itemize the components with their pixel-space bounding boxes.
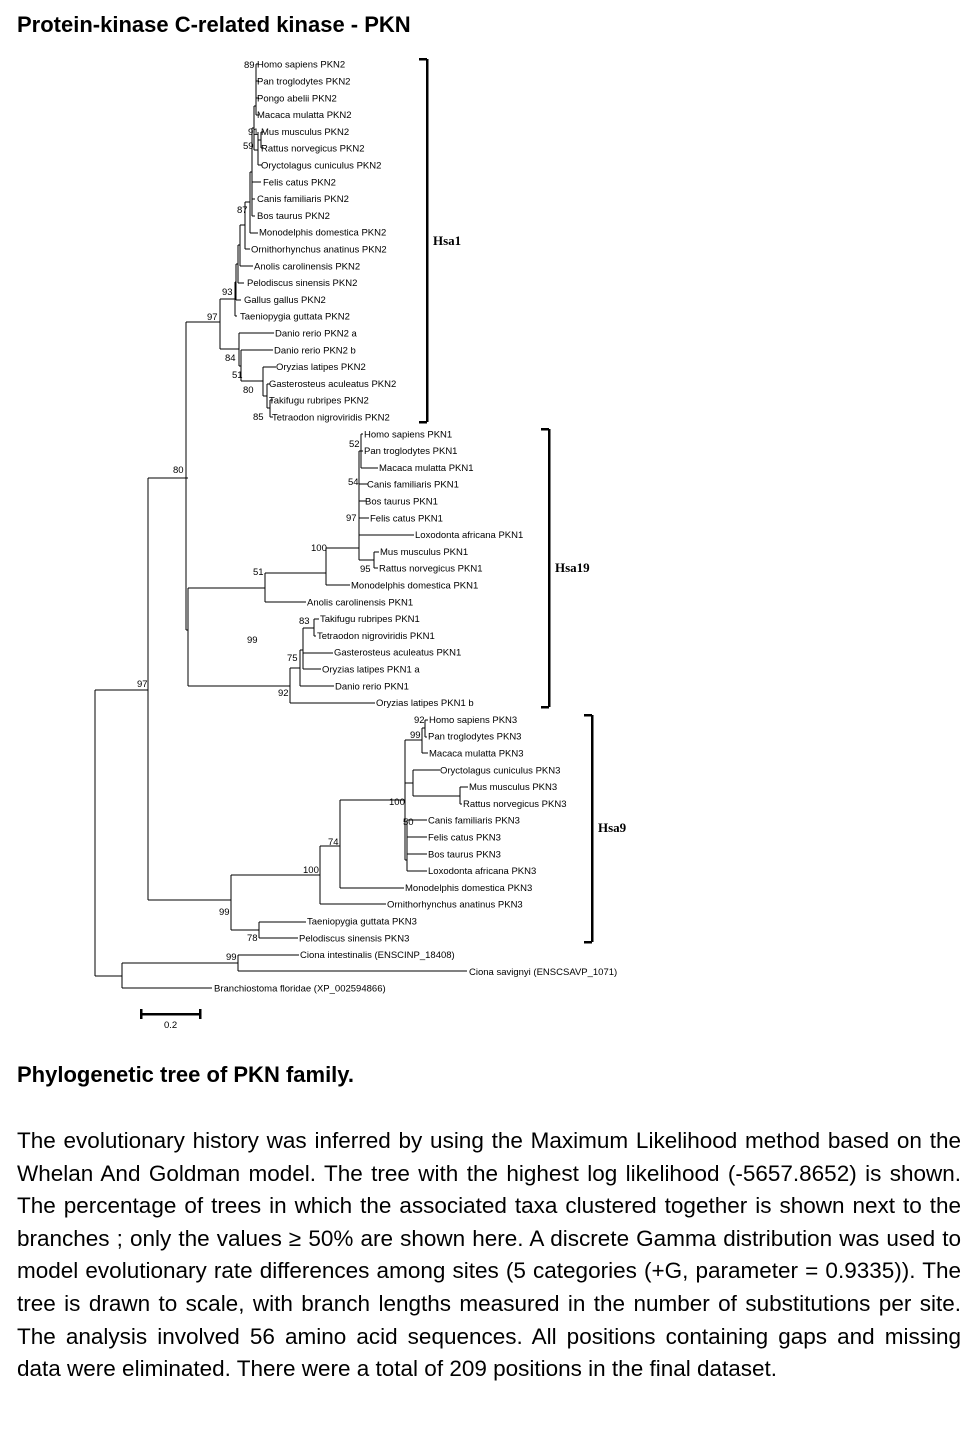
taxon-label: Ciona intestinalis (ENSCINP_18408) bbox=[300, 950, 455, 962]
bootstrap-value: 51 bbox=[232, 370, 243, 381]
taxon-label: Felis catus PKN3 bbox=[428, 832, 501, 844]
bootstrap-value: 99 bbox=[226, 952, 237, 963]
taxon-label: Ciona savignyi (ENSCSAVP_1071) bbox=[469, 966, 618, 978]
taxon-label: Monodelphis domestica PKN3 bbox=[405, 882, 533, 894]
taxon-label: Gasterosteus aculeatus PKN1 bbox=[334, 647, 462, 659]
taxon-label: Macaca mulatta PKN1 bbox=[379, 462, 474, 474]
taxon-label: Anolis carolinensis PKN1 bbox=[307, 597, 414, 609]
bootstrap-value: 83 bbox=[299, 616, 310, 627]
taxon-label: Tetraodon nigroviridis PKN2 bbox=[272, 412, 390, 424]
bootstrap-value: 89 bbox=[244, 60, 255, 71]
clade-label: Hsa19 bbox=[555, 560, 590, 575]
clade-label: Hsa9 bbox=[598, 820, 627, 835]
taxon-label: Branchiostoma floridae (XP_002594866) bbox=[214, 983, 386, 995]
taxon-label: Anolis carolinensis PKN2 bbox=[254, 261, 361, 273]
bootstrap-value: 84 bbox=[225, 353, 236, 364]
bootstrap-value: 97 bbox=[207, 312, 218, 323]
bootstrap-value: 54 bbox=[348, 477, 359, 488]
taxon-label: Taeniopygia guttata PKN3 bbox=[307, 916, 417, 928]
bootstrap-value: 99 bbox=[219, 907, 230, 918]
taxon-label: Monodelphis domestica PKN2 bbox=[259, 227, 387, 239]
bootstrap-value: 52 bbox=[349, 439, 360, 450]
taxon-label: Rattus norvegicus PKN1 bbox=[379, 563, 483, 575]
taxon-label: Loxodonta africana PKN3 bbox=[428, 866, 537, 878]
taxon-label: Pongo abelii PKN2 bbox=[257, 93, 337, 105]
bootstrap-value: 91 bbox=[248, 127, 259, 138]
taxon-label: Pelodiscus sinensis PKN2 bbox=[247, 278, 358, 290]
taxon-label: Canis familiaris PKN2 bbox=[257, 194, 349, 206]
bootstrap-value: 95 bbox=[360, 564, 371, 575]
taxon-label: Takifugu rubripes PKN2 bbox=[269, 395, 369, 407]
taxon-label: Bos taurus PKN1 bbox=[365, 496, 438, 508]
taxon-label: Tetraodon nigroviridis PKN1 bbox=[317, 630, 435, 642]
bootstrap-value: 99 bbox=[247, 635, 258, 646]
bootstrap-value: 75 bbox=[287, 653, 298, 664]
bootstrap-value: 100 bbox=[303, 865, 319, 876]
taxon-label: Oryctolagus cuniculus PKN3 bbox=[440, 765, 561, 777]
taxon-label: Canis familiaris PKN1 bbox=[367, 479, 459, 491]
taxon-label: Danio rerio PKN2 a bbox=[275, 328, 357, 340]
taxon-label: Gallus gallus PKN2 bbox=[244, 294, 326, 306]
bootstrap-value: 97 bbox=[346, 513, 357, 524]
bootstrap-value: 80 bbox=[173, 465, 184, 476]
taxon-label: Pan troglodytes PKN2 bbox=[257, 76, 351, 88]
taxon-label: Rattus norvegicus PKN3 bbox=[463, 798, 567, 810]
taxon-label: Oryctolagus cuniculus PKN2 bbox=[261, 160, 382, 172]
taxon-label: Mus musculus PKN2 bbox=[261, 126, 350, 138]
bootstrap-value: 93 bbox=[222, 287, 233, 298]
bootstrap-value: 92 bbox=[278, 688, 289, 699]
taxon-label: Macaca mulatta PKN3 bbox=[429, 748, 524, 760]
bootstrap-value: 74 bbox=[328, 837, 339, 848]
page-title: Protein-kinase C-related kinase - PKN bbox=[17, 12, 411, 37]
taxon-label: Pan troglodytes PKN1 bbox=[364, 446, 458, 458]
taxon-label: Oryzias latipes PKN1 b bbox=[376, 698, 474, 710]
taxon-label: Rattus norvegicus PKN2 bbox=[261, 143, 365, 155]
taxon-label: Monodelphis domestica PKN1 bbox=[351, 580, 479, 592]
taxon-label: Loxodonta africana PKN1 bbox=[415, 530, 524, 542]
bootstrap-value: 100 bbox=[389, 797, 405, 808]
taxon-label: Pan troglodytes PKN3 bbox=[428, 731, 522, 743]
taxon-label: Felis catus PKN2 bbox=[263, 177, 336, 189]
taxon-label: Taeniopygia guttata PKN2 bbox=[240, 311, 350, 323]
bootstrap-value: 87 bbox=[237, 205, 248, 216]
taxon-label: Homo sapiens PKN2 bbox=[257, 59, 346, 71]
bootstrap-value: 100 bbox=[311, 543, 327, 554]
bootstrap-value: 85 bbox=[253, 412, 264, 423]
taxon-label: Oryzias latipes PKN1 a bbox=[322, 664, 420, 676]
taxon-label: Takifugu rubripes PKN1 bbox=[320, 614, 420, 626]
bootstrap-value: 78 bbox=[247, 933, 258, 944]
taxon-label: Homo sapiens PKN1 bbox=[364, 429, 453, 441]
clade-label: Hsa1 bbox=[433, 233, 462, 248]
figure-caption-body: The evolutionary history was inferred by using the Maximum Likelihood method based on the Whelan And Goldman model. The tree with the highest log likelihood (-5657.8652) is shown. The percentage of trees in which the associated taxa clustered together is shown next to the branches ; only the values ≥ 50% are shown here. A discrete Gamma distribution was used to model evolutionary rate differences among sites (5 categories (+G, parameter = 0.9335)). The tree is drawn to scale, with branch lengths measured in the number of substitutions per site. The analysis involved 56 amino acid sequences. All positions containing gaps and missing data were eliminated. There were a total of 209 positions in the final dataset. bbox=[17, 1128, 961, 1382]
bootstrap-value: 97 bbox=[137, 679, 148, 690]
taxon-label: Bos taurus PKN2 bbox=[257, 210, 330, 222]
taxon-label: Mus musculus PKN1 bbox=[380, 546, 469, 558]
figure-caption-title: Phylogenetic tree of PKN family. bbox=[17, 1062, 355, 1087]
taxon-label: Felis catus PKN1 bbox=[370, 513, 443, 525]
taxon-label: Canis familiaris PKN3 bbox=[428, 815, 520, 827]
taxon-label: Bos taurus PKN3 bbox=[428, 849, 501, 861]
taxon-label: Oryzias latipes PKN2 bbox=[276, 362, 366, 374]
taxon-label: Danio rerio PKN1 bbox=[335, 681, 409, 693]
taxon-label: Pelodiscus sinensis PKN3 bbox=[299, 933, 410, 945]
bootstrap-value: 59 bbox=[243, 141, 254, 152]
bootstrap-value: 92 bbox=[414, 715, 425, 726]
taxon-label: Ornithorhynchus anatinus PKN3 bbox=[387, 899, 523, 911]
taxon-label: Mus musculus PKN3 bbox=[469, 782, 558, 794]
taxon-label: Homo sapiens PKN3 bbox=[429, 714, 518, 726]
taxon-label: Danio rerio PKN2 b bbox=[274, 345, 356, 357]
bootstrap-value: 50 bbox=[403, 817, 414, 828]
bootstrap-value: 51 bbox=[253, 567, 264, 578]
taxon-label: Macaca mulatta PKN2 bbox=[257, 110, 352, 122]
bootstrap-value: 80 bbox=[243, 385, 254, 396]
bootstrap-value: 99 bbox=[410, 730, 421, 741]
taxon-label: Gasterosteus aculeatus PKN2 bbox=[269, 378, 397, 390]
scale-bar-label: 0.2 bbox=[164, 1020, 178, 1031]
taxon-label: Ornithorhynchus anatinus PKN2 bbox=[251, 244, 387, 256]
